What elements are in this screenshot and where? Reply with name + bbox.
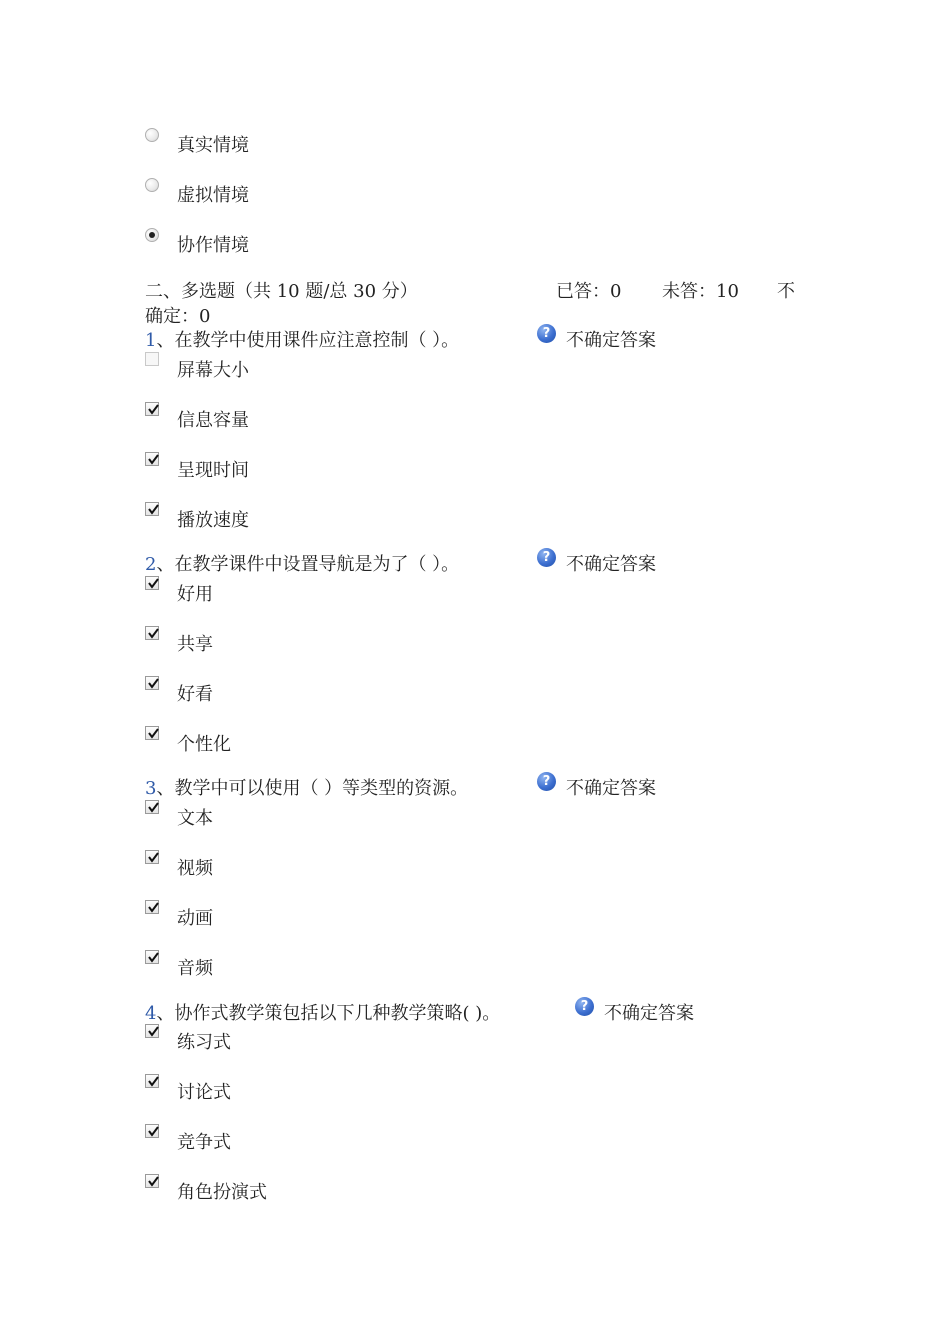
checkbox-option-label: 好看 <box>177 684 213 705</box>
checkbox-checked[interactable] <box>145 900 159 914</box>
uncertain-answer-link[interactable]: 不确定答案 <box>604 1003 694 1024</box>
question-circle-icon[interactable]: ? <box>537 548 556 567</box>
checkmark-icon <box>146 627 160 641</box>
radio-button[interactable] <box>145 178 159 192</box>
checkbox-checked[interactable] <box>145 726 159 740</box>
checkbox-option-label: 文本 <box>177 808 213 829</box>
question-number: 4 <box>145 1003 157 1024</box>
checkbox-option-label: 练习式 <box>177 1032 231 1053</box>
checkbox[interactable] <box>145 352 159 366</box>
radio-option-label: 协作情境 <box>177 235 249 256</box>
checkbox-checked[interactable] <box>145 800 159 814</box>
checkmark-icon <box>146 951 160 965</box>
checkmark-icon <box>146 677 160 691</box>
checkmark-icon <box>146 1075 160 1089</box>
question-text: 2、在教学课件中设置导航是为了（ ）。 <box>145 554 460 575</box>
radio-button-selected[interactable] <box>145 228 159 242</box>
checkbox-option-label: 好用 <box>177 584 213 605</box>
checkmark-icon <box>146 851 160 865</box>
radio-button[interactable] <box>145 128 159 142</box>
checkbox-checked[interactable] <box>145 1074 159 1088</box>
checkbox-option-label: 信息容量 <box>177 410 249 431</box>
checkbox-option-label: 视频 <box>177 858 213 879</box>
checkbox-checked[interactable] <box>145 402 159 416</box>
checkmark-icon <box>146 1125 160 1139</box>
uncertain-answer-link[interactable]: 不确定答案 <box>566 330 656 351</box>
checkmark-icon <box>146 901 160 915</box>
uncertain-count-prefix: 不 <box>777 281 795 302</box>
radio-option-label: 真实情境 <box>177 135 249 156</box>
answered-count: 已答：0 <box>556 281 622 302</box>
question-number: 3 <box>145 778 157 799</box>
checkbox-checked[interactable] <box>145 850 159 864</box>
question-text: 3、教学中可以使用（ ）等类型的资源。 <box>145 778 469 799</box>
uncertain-answer-link[interactable]: 不确定答案 <box>566 778 656 799</box>
question-text: 4、协作式教学策包括以下几种教学策略( )。 <box>145 1003 501 1024</box>
checkmark-icon <box>146 727 160 741</box>
checkbox-option-label: 竞争式 <box>177 1132 231 1153</box>
section-title: 二、多选题（共 10 题/总 30 分） <box>145 281 418 302</box>
question-text: 1、在教学中使用课件应注意控制（ ）。 <box>145 330 460 351</box>
unanswered-count: 未答：10 <box>662 281 739 302</box>
checkmark-icon <box>146 801 160 815</box>
question-number: 2 <box>145 554 157 575</box>
uncertain-answer-link[interactable]: 不确定答案 <box>566 554 656 575</box>
checkmark-icon <box>146 453 160 467</box>
checkbox-option-label: 角色扮演式 <box>177 1182 267 1203</box>
checkbox-option-label: 个性化 <box>177 734 231 755</box>
question-circle-icon[interactable]: ? <box>537 324 556 343</box>
checkmark-icon <box>146 503 160 517</box>
checkbox-option-label: 屏幕大小 <box>177 360 249 381</box>
radio-option-label: 虚拟情境 <box>177 185 249 206</box>
checkbox-option-label: 动画 <box>177 908 213 929</box>
checkbox-option-label: 呈现时间 <box>177 460 249 481</box>
checkmark-icon <box>146 577 160 591</box>
checkbox-checked[interactable] <box>145 1174 159 1188</box>
checkbox-checked[interactable] <box>145 452 159 466</box>
uncertain-count: 确定：0 <box>145 306 211 327</box>
checkbox-option-label: 音频 <box>177 958 213 979</box>
checkbox-checked[interactable] <box>145 1024 159 1038</box>
checkmark-icon <box>146 1175 160 1189</box>
checkbox-checked[interactable] <box>145 502 159 516</box>
question-circle-icon[interactable]: ? <box>537 772 556 791</box>
checkbox-option-label: 播放速度 <box>177 510 249 531</box>
checkbox-checked[interactable] <box>145 676 159 690</box>
checkbox-option-label: 共享 <box>177 634 213 655</box>
checkbox-checked[interactable] <box>145 950 159 964</box>
question-number: 1 <box>145 330 157 351</box>
question-circle-icon[interactable]: ? <box>575 997 594 1016</box>
checkmark-icon <box>146 1025 160 1039</box>
checkbox-checked[interactable] <box>145 626 159 640</box>
checkbox-checked[interactable] <box>145 576 159 590</box>
checkmark-icon <box>146 403 160 417</box>
checkbox-option-label: 讨论式 <box>177 1082 231 1103</box>
checkbox-checked[interactable] <box>145 1124 159 1138</box>
